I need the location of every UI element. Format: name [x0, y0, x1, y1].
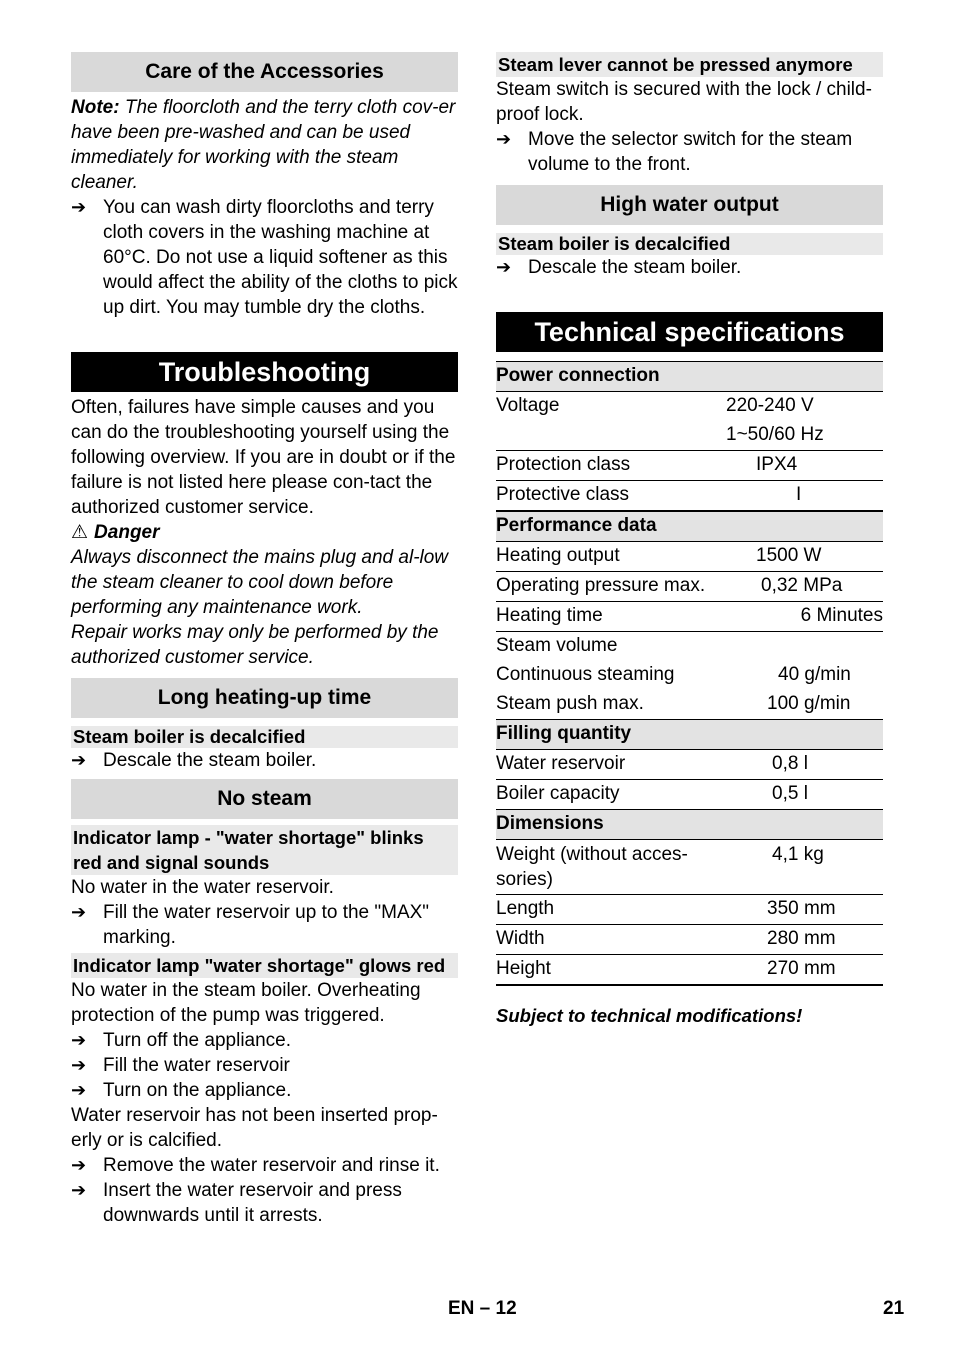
care-heading: Care of the Accessories	[71, 52, 458, 92]
no-steam-step-2c-text: Turn on the appliance.	[103, 1080, 292, 1101]
spec-row	[496, 840, 883, 895]
no-steam-heading: No steam	[71, 779, 458, 819]
arrow-icon: ➔	[71, 197, 87, 217]
spec-label: Height	[496, 955, 726, 986]
spec-row	[496, 392, 883, 422]
spec-label	[496, 421, 726, 451]
spec-section-label: Power connection	[496, 362, 883, 392]
no-steam-step-1-text: Fill the water reservoir up to the "MAX" marking.	[103, 902, 430, 948]
arrow-icon: ➔	[71, 902, 87, 922]
spec-row	[496, 542, 883, 572]
spec-row	[496, 925, 883, 955]
spec-value: 270 mm	[726, 955, 883, 986]
spec-label: Width	[496, 925, 726, 955]
spec-label: Length	[496, 895, 726, 925]
spec-value: I	[726, 481, 883, 512]
spec-value: 1~50/60 Hz	[726, 421, 883, 451]
footnote: Subject to technical modifications!	[496, 1005, 803, 1026]
spec-label: Boiler capacity	[496, 783, 620, 804]
no-steam-step-2c	[71, 1078, 458, 1103]
arrow-icon: ➔	[71, 1180, 87, 1200]
danger-text-1: Always disconnect the mains plug and al-low the steam cleaner to cool down before performing any maintenance work.	[71, 547, 449, 618]
spec-section	[496, 720, 883, 750]
arrow-icon: ➔	[71, 1030, 87, 1050]
arrow-icon: ➔	[496, 129, 512, 149]
spec-table	[496, 361, 883, 986]
lever-text: Steam switch is secured with the lock / child-proof lock.	[496, 79, 872, 125]
danger-label: Danger	[94, 522, 160, 543]
care-step	[71, 195, 458, 320]
no-steam-step-2b-text: Fill the water reservoir	[103, 1055, 290, 1076]
no-steam-text-1: No water in the water reservoir.	[71, 877, 334, 898]
spec-value	[726, 632, 883, 662]
long-heating-heading: Long heating-up time	[71, 678, 458, 718]
tech-heading: Technical specifications	[496, 312, 883, 352]
left-column	[71, 52, 458, 1228]
spec-row	[496, 780, 883, 810]
lever-sub: Steam lever cannot be pressed anymore	[496, 52, 883, 77]
spec-label: Protective class	[496, 481, 726, 512]
no-steam-step-3b	[71, 1178, 458, 1228]
no-steam-step-2a-text: Turn off the appliance.	[103, 1030, 292, 1051]
spec-value: 220-240 V	[726, 395, 814, 416]
spec-label: Steam volume	[496, 635, 618, 656]
spec-label: Continuous steaming	[496, 664, 675, 685]
warning-icon: ⚠	[71, 522, 89, 543]
spec-row	[496, 481, 883, 512]
danger-text-2: Repair works may only be performed by the authorized customer service.	[71, 622, 439, 668]
spec-value: 4,1 kg	[726, 840, 883, 895]
no-steam-text-2: No water in the steam boiler. Overheating protection of the pump was triggered.	[71, 980, 421, 1026]
spec-row	[496, 661, 883, 690]
spec-value: 6 Minutes	[726, 602, 883, 632]
spec-value: IPX4	[726, 451, 883, 481]
spec-value: 280 mm	[726, 925, 883, 955]
spec-label: Heating time	[496, 602, 726, 632]
spec-value: 0,5 l	[772, 783, 808, 804]
arrow-icon: ➔	[71, 1155, 87, 1175]
spec-row	[496, 421, 883, 451]
spec-value: 0,32 MPa	[726, 572, 883, 602]
high-water-heading: High water output	[496, 185, 883, 225]
spec-row	[496, 451, 883, 481]
high-water-sub: Steam boiler is decalcified	[496, 233, 883, 255]
no-steam-sub-1: Indicator lamp - "water shortage" blinks red and signal sounds	[71, 825, 458, 875]
long-heating-sub: Steam boiler is decalcified	[71, 726, 458, 748]
spec-label: Steam push max.	[496, 693, 644, 714]
spec-label: Heating output	[496, 542, 726, 572]
lever-step-text: Move the selector switch for the steam volume to the front.	[528, 129, 853, 175]
spec-value: 1500 W	[726, 542, 883, 572]
care-note	[71, 95, 458, 195]
spec-value: 350 mm	[726, 895, 883, 925]
spec-value: 40 g/min	[778, 664, 851, 685]
arrow-icon: ➔	[71, 1055, 87, 1075]
no-steam-step-2b	[71, 1053, 458, 1078]
spec-label: Protection class	[496, 451, 726, 481]
long-heating-step-text: Descale the steam boiler.	[103, 750, 317, 771]
spec-label: Weight (without acces-sories)	[496, 840, 726, 895]
arrow-icon: ➔	[496, 257, 512, 277]
spec-section	[496, 810, 883, 840]
arrow-icon: ➔	[71, 1080, 87, 1100]
no-steam-sub-2: Indicator lamp "water shortage" glows red	[71, 953, 458, 978]
spec-section-label: Dimensions	[496, 810, 883, 840]
arrow-icon: ➔	[71, 750, 87, 770]
page-number: 21	[883, 1298, 905, 1319]
high-water-step	[496, 255, 883, 280]
spec-label: Operating pressure max.	[496, 572, 726, 602]
no-steam-text-3: Water reservoir has not been inserted prop-erly or is calcified.	[71, 1105, 438, 1151]
note-text: The floorcloth and the terry cloth cov-er have been pre-washed and can be used immediately for working with the steam cleaner.	[71, 97, 456, 193]
spec-section-label: Filling quantity	[496, 720, 883, 750]
lever-step	[496, 127, 883, 177]
high-water-step-text: Descale the steam boiler.	[528, 257, 742, 278]
care-step-text: You can wash dirty floorcloths and terry cloth covers in the washing machine at 60°C. Do not use a liquid softener as this would affect the ability of the cloths to pick up dirt. You may tumble dry the cloths.	[103, 197, 458, 318]
no-steam-step-2a	[71, 1028, 458, 1053]
spec-row	[496, 895, 883, 925]
no-steam-step-3b-text: Insert the water reservoir and press downwards until it arrests.	[103, 1180, 402, 1226]
no-steam-step-3a-text: Remove the water reservoir and rinse it.	[103, 1155, 440, 1176]
no-steam-step-3a	[71, 1153, 458, 1178]
spec-value: 100 g/min	[767, 693, 851, 714]
spec-row	[496, 572, 883, 602]
troubleshooting-intro: Often, failures have simple causes and you can do the troubleshooting yourself using the following overview. If you are in doubt or if the failure is not listed here please con-tact the authorized customer service.	[71, 397, 456, 518]
spec-row	[496, 750, 883, 780]
spec-row	[496, 602, 883, 632]
long-heating-step	[71, 748, 458, 773]
spec-row	[496, 632, 883, 662]
spec-value: 0,8 l	[726, 750, 883, 780]
spec-label: Water reservoir	[496, 750, 726, 780]
troubleshooting-heading: Troubleshooting	[71, 352, 458, 392]
spec-section	[496, 511, 883, 542]
spec-row	[496, 690, 883, 720]
note-label: Note:	[71, 97, 120, 118]
no-steam-step-1	[71, 900, 458, 950]
danger-row	[71, 520, 458, 545]
page-label: EN – 12	[448, 1298, 517, 1319]
spec-section-label: Performance data	[496, 511, 883, 542]
right-column	[496, 52, 883, 1028]
spec-label: Voltage	[496, 395, 560, 416]
spec-section	[496, 362, 883, 392]
spec-row	[496, 955, 883, 986]
